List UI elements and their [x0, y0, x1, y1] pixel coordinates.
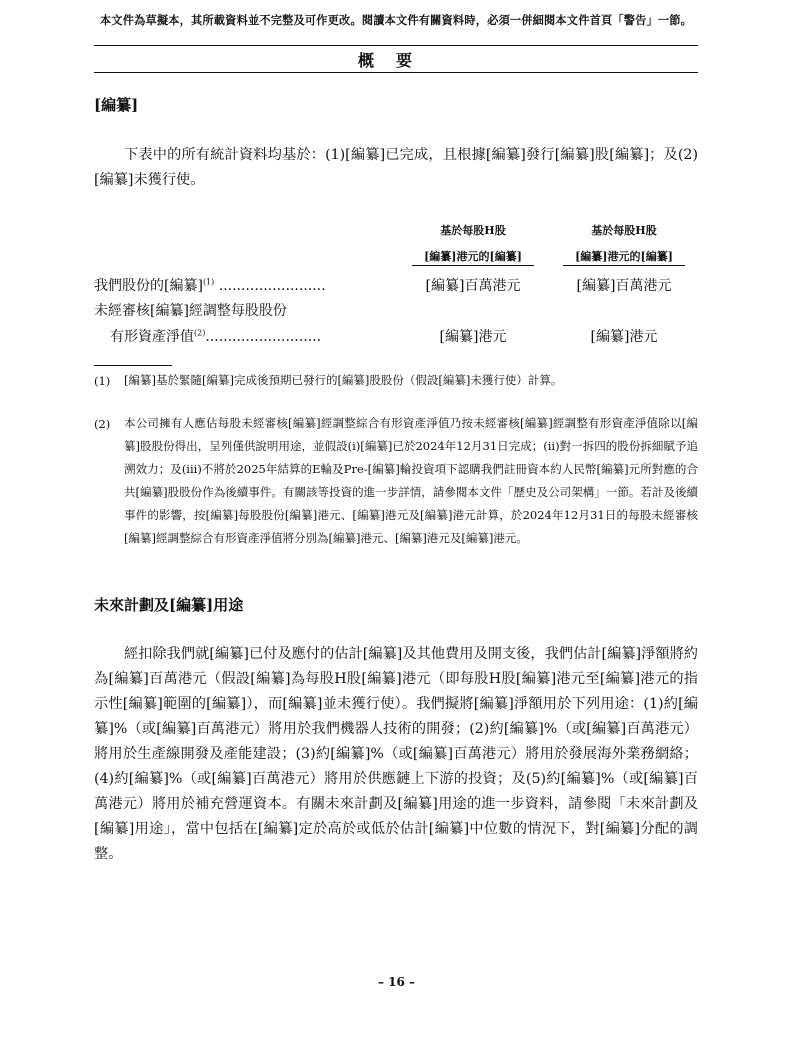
table-col1-header-rule [412, 265, 534, 266]
table-col2-header-line1: 基於每股H股 [591, 224, 657, 237]
row1-leader-dots: ........................ [218, 278, 326, 294]
use-of-proceeds-paragraph: 經扣除我們就[編纂]已付及應付的估計[編纂]及其他費用及開支後，我們估計[編纂]淨額將約為[編纂]百萬港元（假設[編纂]為每股H股[編纂]港元（即每股H股[編纂]港元至[編纂]港元的指示性[編纂]範圍的[編纂]），而[編纂]並未獲行使）。我們擬將[編纂]淨額用於下列用途：(1)約[編纂]%（或[編纂]百萬港元）將用於我們機器人技術的開發；(2)約[編纂]%（或[編纂]百萬港元）將用於生產線開發及產能建設；(3)約[編纂]%（或[編纂]百萬港元）將用於發展海外業務網絡；(4)約[編纂]%（或[編纂]百萬港元）將用於供應鏈上下游的投資；及(5)約[編纂]%（或[編纂]百萬港元）將用於補充營運資本。有關未來計劃及[編纂]用途的進一步資料，請參閱「未來計劃及[編纂]用途」，當中包括在[編纂]定於高於或低於估計[編纂]中位數的情況下，對[編纂]分配的調整。 [94, 646, 698, 862]
page-number: – 16 – [377, 975, 416, 989]
footnote-2-number: (2) [94, 417, 111, 431]
row1-col2-value: [編纂]百萬港元 [576, 278, 672, 294]
page-title: 概要 [357, 51, 434, 70]
header-rule-top [94, 45, 698, 46]
row2-col1-value: [編纂]港元 [439, 329, 507, 345]
footnote-1-text: [編纂]基於緊隨[編纂]完成後預期已發行的[編纂]股股份（假設[編纂]未獲行使）計算。 [124, 373, 563, 387]
header-rule-bottom [94, 72, 698, 73]
footnote-2-text: 本公司擁有人應佔每股未經審核[編纂]經調整綜合有形資產淨值乃按未經審核[編纂]經調整有形資產淨值除以[編纂]股股份得出，呈列僅供說明用途，並假設(i)[編纂]已於2024年12月31日完成；(ii)對一拆四的股份拆細賦予追溯效力；及(iii)不將於2025年結算的E輪及Pre-[編纂]輪投資項下認購我們註冊資本約人民幣[編纂]元所對應的合共[編纂]股股份作為後續事件。有關該等投資的進一步詳情，請參閱本文件「歷史及公司架構」一節。若計及後續事件的影響，按[編纂]每股股份[編纂]港元、[編纂]港元及[編纂]港元計算，於2024年12月31日的每股未經審核[編纂]經調整綜合有形資產淨值將分別為[編纂]港元、[編纂]港元及[編纂]港元。 [124, 416, 698, 545]
footnote-1-number: (1) [94, 374, 111, 388]
use-of-proceeds-heading: 未來計劃及[編纂]用途 [94, 596, 244, 614]
table-col2-header-rule [563, 265, 685, 266]
row2-col2-value: [編纂]港元 [590, 329, 658, 345]
table-row-market-cap [94, 275, 326, 295]
table-col2-header-line2: [編纂]港元的[編纂] [575, 250, 673, 263]
footnote-separator [94, 365, 172, 366]
draft-warning-banner: 本文件為草擬本，其所載資料並不完整及可作更改。閱讀本文件有關資料時，必須一併細閱本文件首頁「警告」一節。 [99, 13, 693, 27]
row2-label-line2: 有形資產淨值 [110, 329, 194, 345]
section-heading-redacted: [編纂] [94, 96, 139, 114]
row2-leader-dots: .......................... [205, 329, 322, 345]
row2-label-line1: 未經審核[編纂]經調整每股股份 [94, 303, 287, 319]
table-col1-header-line1: 基於每股H股 [440, 224, 506, 237]
table-col1-header-line2: [編纂]港元的[編纂] [424, 250, 522, 263]
row1-footnote-ref: (1) [202, 277, 215, 287]
row1-col1-value: [編纂]百萬港元 [425, 278, 521, 294]
table-row-nta [110, 326, 321, 346]
statistics-intro-paragraph: 下表中的所有統計資料均基於：(1)[編纂]已完成，且根據[編纂]發行[編纂]股[編纂]；及(2)[編纂]未獲行使。 [94, 147, 698, 188]
row2-footnote-ref: (2) [194, 328, 206, 338]
row1-label: 我們股份的[編纂] [94, 278, 203, 294]
